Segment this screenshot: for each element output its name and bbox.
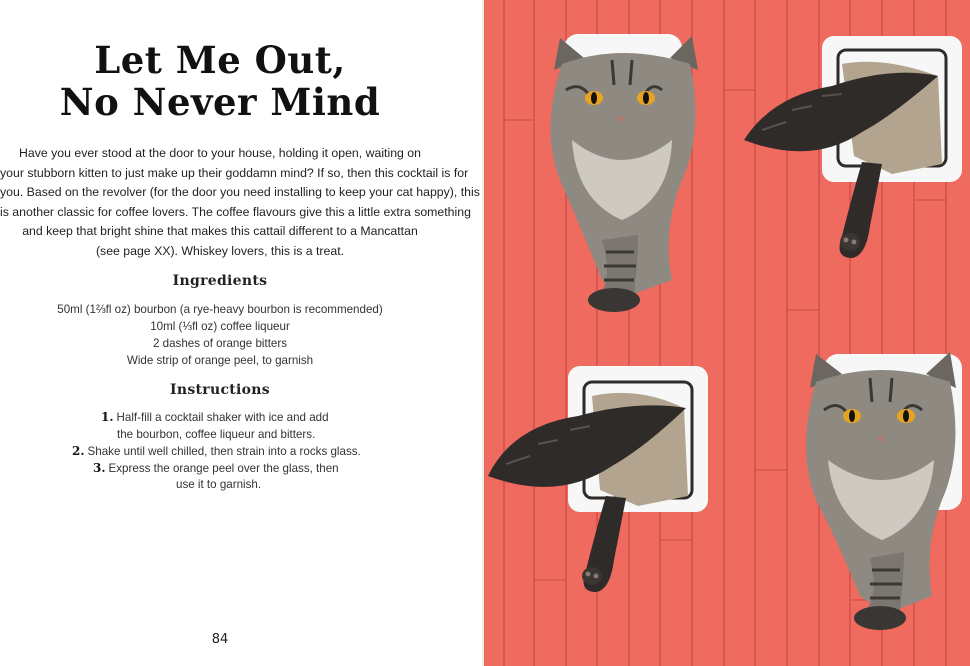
ingredients-list bbox=[0, 301, 440, 369]
ingredient-item: Wide strip of orange peel, to garnish bbox=[126, 354, 314, 367]
instruction-step-1 bbox=[101, 410, 329, 424]
step-text: Shake until well chilled, then strain into a rocks glass. bbox=[87, 445, 361, 458]
cat-facing-out-bottom bbox=[800, 346, 966, 636]
intro-line: you. Based on the revolver (for the door you need installing to keep your cat happy), this bbox=[0, 185, 480, 200]
instruction-step-3 bbox=[93, 461, 339, 475]
intro-line: your stubborn kitten to just make up their goddamn mind? If so, then this cocktail is for bbox=[0, 165, 469, 180]
step-text: Half-fill a cocktail shaker with ice and add bbox=[116, 411, 329, 424]
instruction-step-3-cont: use it to garnish. bbox=[176, 478, 262, 491]
intro-line: and keep that bright shine that makes this cattail different to a Mancattan bbox=[22, 224, 418, 239]
ingredients-heading: Ingredients bbox=[172, 273, 268, 289]
step-number: 1. bbox=[101, 410, 114, 424]
ingredient-item: 10ml (⅓fl oz) coffee liqueur bbox=[150, 320, 290, 333]
ingredient-item: 2 dashes of orange bitters bbox=[152, 337, 288, 350]
intro-paragraph bbox=[0, 144, 480, 262]
intro-line: is another classic for coffee lovers. The coffee flavours give this a little extra something bbox=[0, 204, 471, 219]
step-text: Express the orange peel over the glass, then bbox=[108, 462, 339, 475]
illustration-page bbox=[484, 0, 970, 666]
ingredient-item: 50ml (1⅔fl oz) bourbon (a rye-heavy bourbon is recommended) bbox=[57, 303, 383, 316]
cat-facing-out-top bbox=[542, 30, 702, 320]
intro-line: Have you ever stood at the door to your house, holding it open, waiting on bbox=[19, 146, 421, 160]
instruction-step-2 bbox=[72, 444, 361, 458]
instructions-heading: Instructions bbox=[170, 382, 270, 398]
cat-tail-out-bottom bbox=[488, 366, 714, 598]
instruction-step-1-cont: the bourbon, coffee liqueur and bitters. bbox=[117, 428, 316, 441]
step-number: 3. bbox=[93, 461, 106, 475]
step-number: 2. bbox=[72, 444, 85, 458]
left-page bbox=[0, 0, 484, 666]
page-title-line-2: No Never Mind bbox=[59, 80, 381, 124]
page-number: 84 bbox=[211, 632, 229, 647]
page-title-line-1: Let Me Out, bbox=[94, 38, 346, 82]
intro-line: (see page XX). Whiskey lovers, this is a treat. bbox=[95, 243, 345, 258]
cat-tail-out-top bbox=[742, 36, 970, 266]
